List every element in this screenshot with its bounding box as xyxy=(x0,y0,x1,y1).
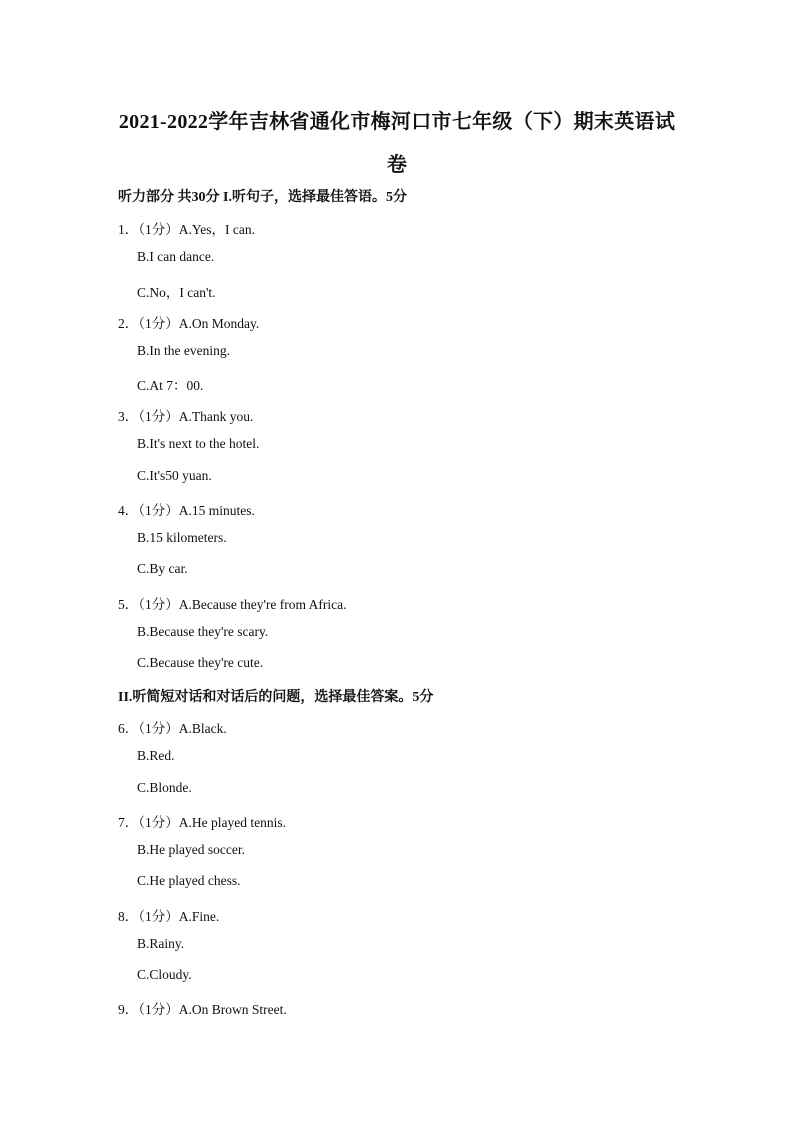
question-4-option-c: C.By car. xyxy=(137,561,188,576)
question-1-stem: 1．（1分）A.Yes，I can. xyxy=(118,222,255,237)
question-8-stem: 8．（1分）A.Fine. xyxy=(118,909,220,924)
question-7-option-c: C.He played chess. xyxy=(137,873,241,888)
question-4-stem: 4．（1分）A.15 minutes. xyxy=(118,503,255,518)
question-2-option-c: C.At 7：00. xyxy=(137,378,204,393)
question-1-option-b: B.I can dance. xyxy=(137,249,215,264)
question-2-stem: 2．（1分）A.On Monday. xyxy=(118,316,260,331)
question-7-option-b: B.He played soccer. xyxy=(137,842,245,857)
question-6-stem: 6．（1分）A.Black. xyxy=(118,721,227,736)
title-line-2: 卷 xyxy=(386,154,408,176)
question-5-option-c: C.Because they're cute. xyxy=(137,655,264,670)
question-3-option-b: B.It's next to the hotel. xyxy=(137,436,260,451)
section-heading-2: II.听简短对话和对话后的问题，选择最佳答案。5分 xyxy=(118,690,434,705)
question-5-stem: 5．（1分）A.Because they're from Africa. xyxy=(118,597,347,612)
question-4-option-b: B.15 kilometers. xyxy=(137,530,227,545)
question-8-option-c: C.Cloudy. xyxy=(137,967,192,982)
question-6-option-c: C.Blonde. xyxy=(137,780,192,795)
question-3-stem: 3．（1分）A.Thank you. xyxy=(118,409,254,424)
section-heading-1: 听力部分 共30分 I.听句子，选择最佳答语。5分 xyxy=(118,190,407,205)
question-7-stem: 7．（1分）A.He played tennis. xyxy=(118,815,286,830)
question-2-option-b: B.In the evening. xyxy=(137,343,230,358)
question-3-option-c: C.It's50 yuan. xyxy=(137,468,212,483)
title-line-1: 2021-2022学年吉林省通化市梅河口市七年级（下）期末英语试 xyxy=(118,111,676,133)
question-5-option-b: B.Because they're scary. xyxy=(137,624,269,639)
question-9-stem: 9．（1分）A.On Brown Street. xyxy=(118,1002,287,1017)
question-1-option-c: C.No，I can't. xyxy=(137,285,216,300)
question-8-option-b: B.Rainy. xyxy=(137,936,185,951)
question-6-option-b: B.Red. xyxy=(137,748,175,763)
